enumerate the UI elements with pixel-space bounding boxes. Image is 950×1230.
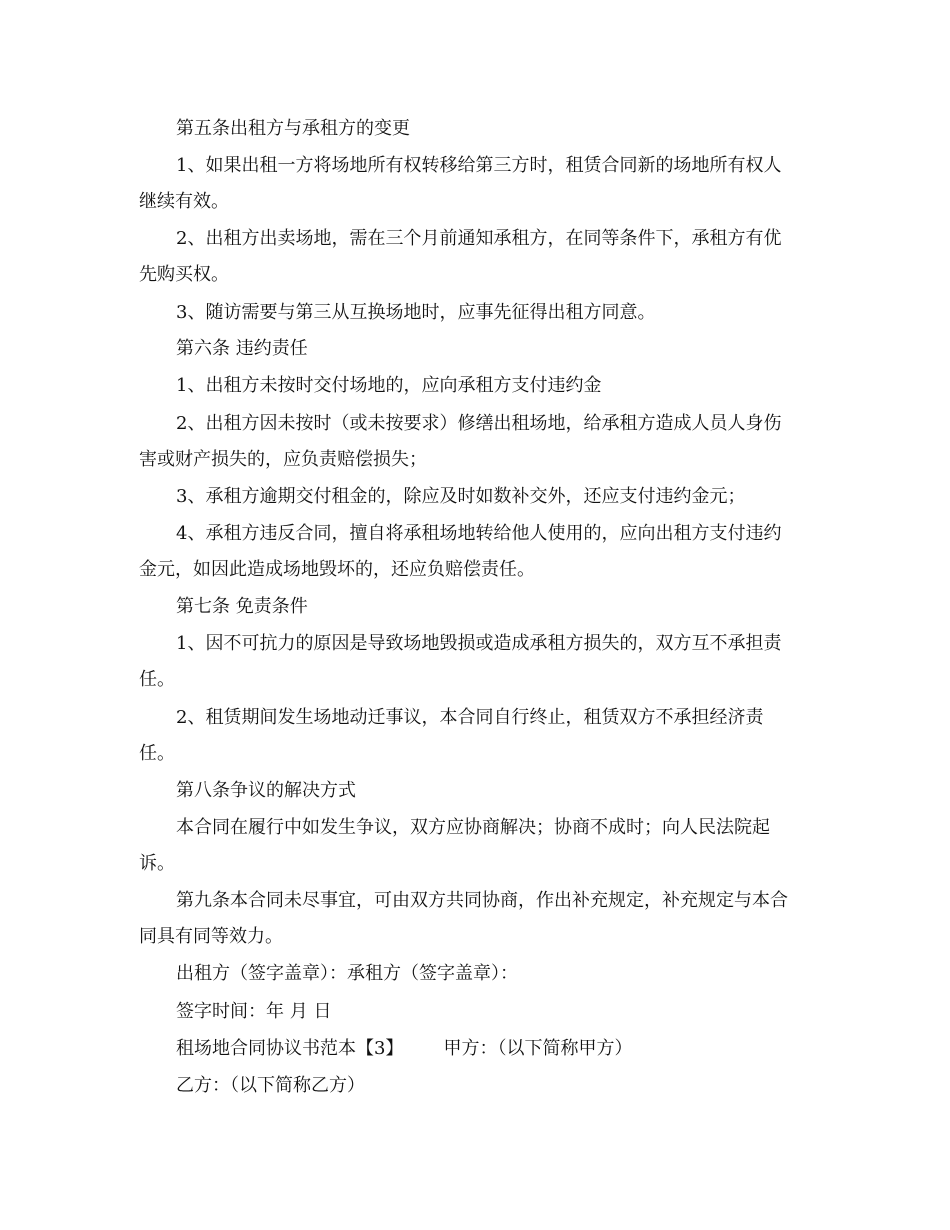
party-a-label: 甲方：（以下简称甲方） bbox=[443, 1038, 633, 1059]
article-7-clause-2-cont: 任。 bbox=[139, 743, 175, 764]
article-8-body-cont: 诉。 bbox=[139, 853, 175, 874]
article-5-clause-1: 1、如果出租一方将场地所有权转移给第三方时，租赁合同新的场地所有权人 bbox=[176, 155, 782, 176]
article-8-body: 本合同在履行中如发生争议，双方应协商解决；协商不成时；向人民法院起 bbox=[176, 817, 770, 838]
article-7-clause-1-cont: 任。 bbox=[139, 669, 175, 690]
signature-date: 签字时间：年 月 日 bbox=[176, 1001, 332, 1022]
article-9-body: 第九条本合同未尽事宜，可由双方共同协商，作出补充规定，补充规定与本合 bbox=[176, 890, 788, 911]
template-title-row bbox=[139, 1036, 819, 1062]
template-title: 租场地合同协议书范本【3】 bbox=[176, 1038, 404, 1059]
article-5-heading: 第五条出租方与承租方的变更 bbox=[176, 118, 410, 139]
article-6-clause-3: 3、承租方逾期交付租金的，除应及时如数补交外，还应支付违约金元； bbox=[176, 486, 746, 507]
signature-line: 出租方（签字盖章）：承租方（签字盖章）： bbox=[176, 963, 518, 984]
article-7-clause-2: 2、租赁期间发生场地动迁事议，本合同自行终止，租赁双方不承担经济责 bbox=[176, 707, 764, 728]
article-8-heading: 第八条争议的解决方式 bbox=[176, 780, 356, 801]
article-6-clause-4: 4、承租方违反合同，擅自将承租场地转给他人使用的，应向出租方支付违约 bbox=[176, 523, 782, 544]
article-6-clause-1: 1、出租方未按时交付场地的，应向承租方支付违约金 bbox=[176, 375, 602, 396]
article-9-body-cont: 同具有同等效力。 bbox=[139, 926, 283, 947]
article-6-clause-2-cont: 害或财产损失的，应负责赔偿损失； bbox=[139, 449, 427, 470]
article-6-clause-4-cont: 金元，如因此造成场地毁坏的，还应负赔偿责任。 bbox=[139, 559, 535, 580]
article-5-clause-2: 2、出租方出卖场地，需在三个月前通知承租方，在同等条件下，承租方有优 bbox=[176, 228, 782, 249]
article-5-clause-3: 3、随访需要与第三从互换场地时，应事先征得出租方同意。 bbox=[176, 302, 656, 323]
contract-text bbox=[139, 116, 819, 1099]
article-5-clause-2-cont: 先购买权。 bbox=[139, 264, 229, 285]
article-5-clause-1-cont: 继续有效。 bbox=[139, 191, 229, 212]
article-7-heading: 第七条 免责条件 bbox=[176, 596, 308, 617]
article-6-heading: 第六条 违约责任 bbox=[176, 338, 308, 359]
article-7-clause-1: 1、因不可抗力的原因是导致场地毁损或造成承租方损失的，双方互不承担责 bbox=[176, 633, 782, 654]
article-6-clause-2: 2、出租方因未按时（或未按要求）修缮出租场地，给承租方造成人员人身伤 bbox=[176, 413, 782, 434]
party-b-label: 乙方：（以下简称乙方） bbox=[176, 1075, 365, 1096]
